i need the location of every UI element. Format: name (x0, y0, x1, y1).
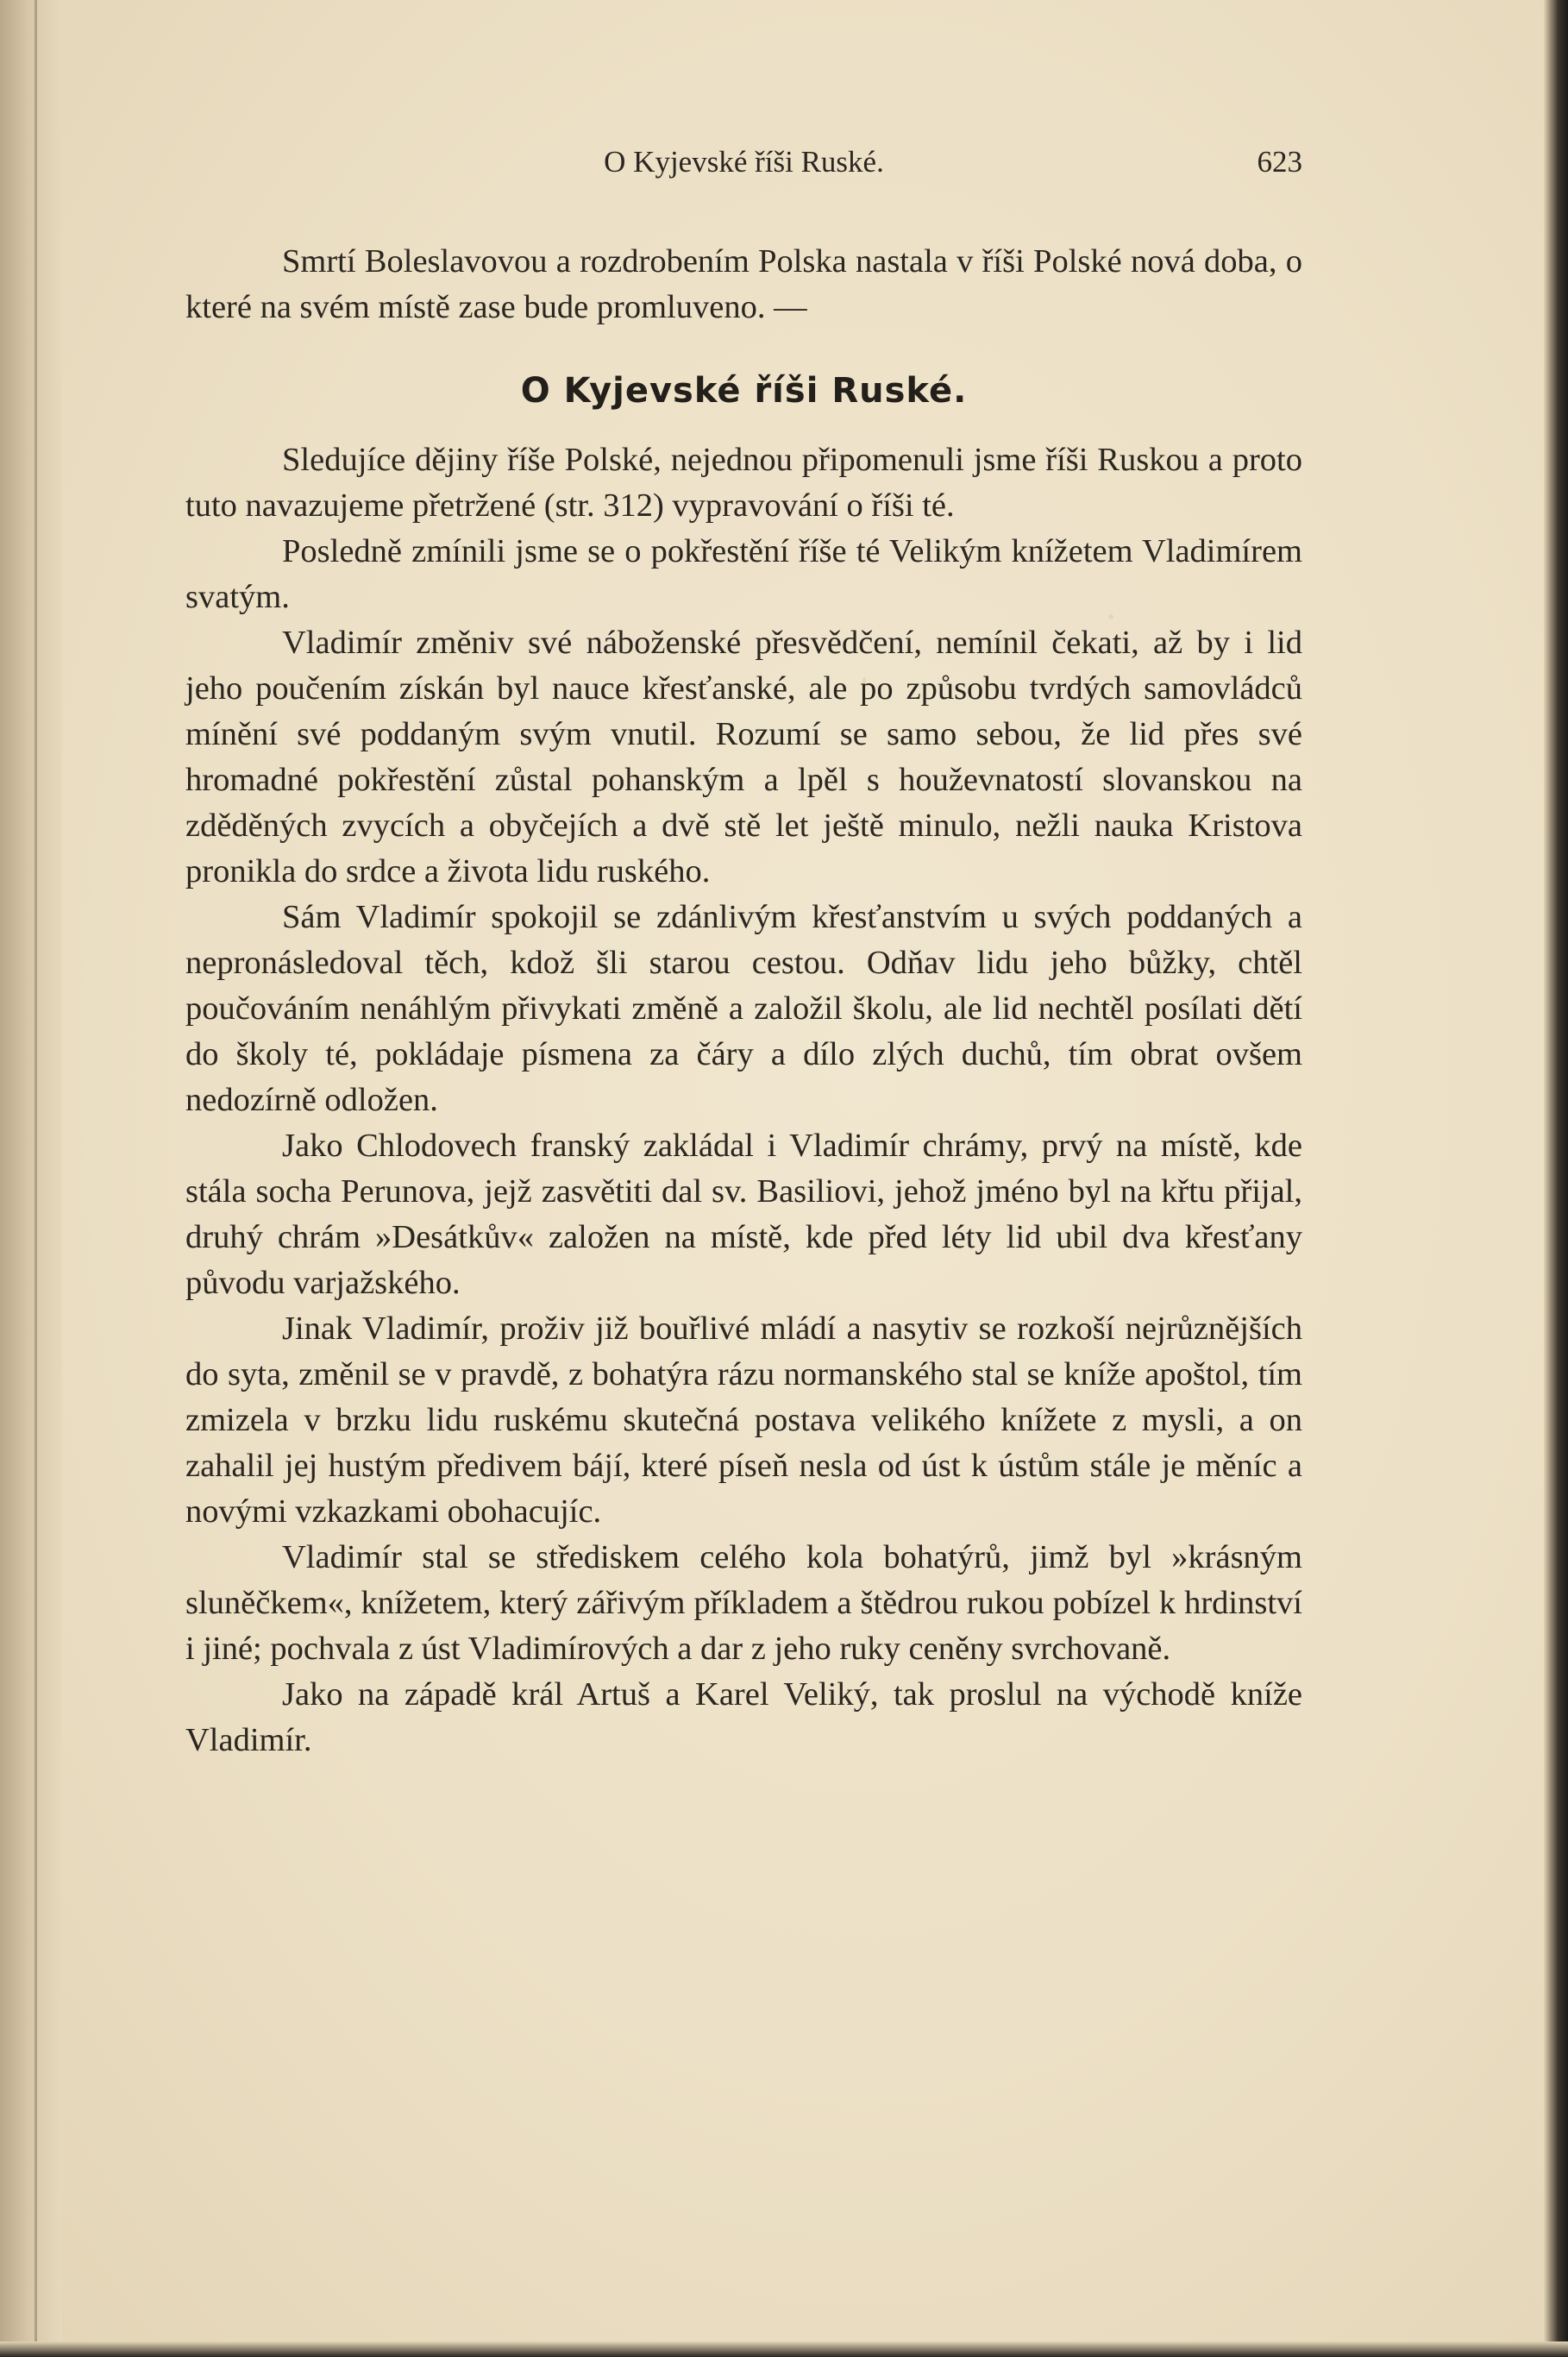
paragraph-4: Sám Vladimír spokojil se zdánlivým křesťanstvím u svých poddaných a nepronásledoval těch, kdož šli starou cestou. Odňav lidu jeho bůžky, chtěl poučováním nenáhlým přivykati změně a založil školu, ale lid nechtěl posílati dětí do školy té, pokládaje písmena za čáry a dílo zlých duchů, tím obrat ovšem nedozírně odložen. (185, 899, 1302, 1118)
page-body (185, 239, 1302, 1763)
section-heading: O Kyjevské říši Ruské. (520, 371, 968, 411)
paragraph-2: Posledně zmínili jsme se o pokřestění říše té Velikým knížetem Vladimírem svatým. (185, 533, 1302, 615)
running-header (185, 145, 1302, 188)
paragraph-3: Vladimír změniv své náboženské přesvědčení, nemínil čekati, až by i lid jeho poučením získán byl nauce křesťanské, ale po způsobu tvrdých samovládců mínění své poddaným svým vnutil. Rozumí se samo sebou, že lid přes své hromadné pokřestění zůstal pohanským a lpěl s houževnatostí slovanskou na zděděných zvycích a obyčejích a dvě stě let ještě minulo, nežli nauka Kristova pronikla do srdce a života lidu ruského. (185, 625, 1302, 889)
paragraph-8: Jako na západě král Artuš a Karel Veliký, tak proslul na východě kníže Vladimír. (185, 1676, 1302, 1758)
binding-crease (34, 0, 37, 2357)
binding-edge (0, 0, 62, 2357)
intro-paragraph: Smrtí Boleslavovou a rozdrobením Polska nastala v říši Polské nová doba, o které na svém místě zase bude promluveno. — (185, 243, 1302, 325)
paragraph-1: Sledujíce dějiny říše Polské, nejednou připomenuli jsme říši Ruskou a proto tuto navazujeme přetržené (str. 312) vypravování o říši té. (185, 442, 1302, 524)
paragraph-7: Vladimír stal se střediskem celého kola bohatýrů, jimž byl »krásným sluněčkem«, knížetem, který zářivým příkladem a štědrou rukou pobízel k hrdinství i jiné; pochvala z úst Vladimírových a dar z jeho ruky ceněny svrchovaně. (185, 1539, 1302, 1667)
page-right-edge (1544, 0, 1568, 2357)
paragraph-5: Jako Chlodovech franský zakládal i Vladimír chrámy, prvý na místě, kde stála socha Perunova, jejž zasvětiti dal sv. Basiliovi, jehož jméno byl na křtu přijal, druhý chrám »Desátkův« založen na místě, kde před léty lid ubil dva křesťany původu varjažského. (185, 1128, 1302, 1301)
page-number: 623 (1257, 145, 1302, 179)
page-bottom-edge (0, 2341, 1568, 2357)
running-title: O Kyjevské říši Ruské. (604, 145, 884, 179)
paragraph-6: Jinak Vladimír, proživ již bouřlivé mládí a nasytiv se rozkoší nejrůznějších do syta, změnil se v pravdě, z bohatýra rázu normanského stal se kníže apoštol, tím zmizela v brzku lidu ruskému skutečná postava velikého knížete z mysli, a on zahalil jej hustým předivem bájí, které píseň nesla od úst k ústům stále je měníc a novými vzkazkami obohacujíc. (185, 1310, 1302, 1530)
